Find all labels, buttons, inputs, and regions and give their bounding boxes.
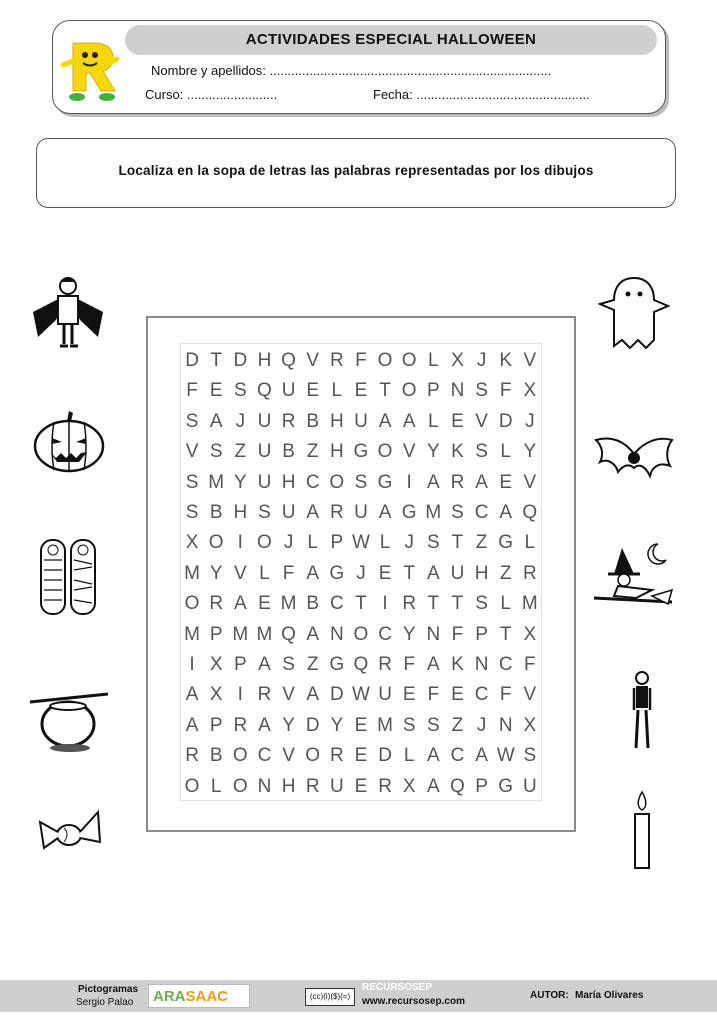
grid-letter[interactable]: D: [233, 350, 248, 371]
grid-letter[interactable]: T: [499, 623, 512, 645]
grid-letter[interactable]: V: [233, 562, 247, 584]
grid-letter[interactable]: I: [382, 593, 388, 615]
grid-letter[interactable]: R: [257, 684, 272, 706]
grid-letter[interactable]: V: [282, 684, 295, 706]
grid-letter[interactable]: M: [232, 623, 249, 645]
arasaac-logo[interactable]: [148, 984, 250, 1008]
grid-letter[interactable]: E: [354, 380, 368, 402]
grid-letter[interactable]: N: [450, 380, 465, 402]
grid-letter[interactable]: L: [428, 350, 439, 371]
grid-letter[interactable]: Y: [209, 562, 223, 584]
grid-letter[interactable]: M: [521, 593, 538, 615]
grid-letter[interactable]: V: [523, 684, 537, 706]
pictograms-author: Sergio Palao: [76, 997, 134, 1008]
grid-letter[interactable]: M: [208, 471, 225, 493]
grid-letter[interactable]: F: [499, 684, 512, 706]
grid-letter[interactable]: A: [426, 471, 440, 493]
grid-letter[interactable]: V: [402, 441, 416, 463]
grid-letter[interactable]: X: [451, 350, 464, 371]
grid-letter[interactable]: J: [476, 714, 487, 736]
grid-letter[interactable]: L: [379, 532, 391, 554]
grid-letter[interactable]: S: [233, 380, 247, 402]
grid-letter[interactable]: V: [306, 350, 320, 371]
grid-letter[interactable]: D: [329, 684, 344, 706]
grid-letter[interactable]: L: [403, 745, 415, 767]
grid-letter[interactable]: A: [378, 410, 392, 432]
r-mascot-logo: [59, 35, 121, 105]
grid-letter[interactable]: A: [426, 775, 440, 797]
grid-letter[interactable]: J: [235, 410, 246, 432]
grid-letter[interactable]: E: [451, 410, 464, 432]
grid-letter[interactable]: F: [451, 623, 464, 645]
grid-letter[interactable]: X: [523, 380, 537, 402]
grid-letter[interactable]: C: [474, 502, 489, 523]
grid-letter[interactable]: Z: [306, 654, 319, 675]
grid-letter[interactable]: X: [209, 654, 223, 675]
grid-row: [180, 680, 542, 710]
grid-letter[interactable]: M: [280, 593, 297, 615]
grid-letter[interactable]: E: [354, 714, 368, 736]
witch-icon: [592, 540, 674, 616]
grid-letter[interactable]: Z: [306, 441, 319, 463]
grid-letter[interactable]: W: [351, 532, 370, 554]
grid-letter[interactable]: A: [426, 562, 440, 584]
grid-row: [180, 376, 542, 406]
cauldron-icon: [28, 688, 110, 754]
grid-letter[interactable]: Y: [330, 714, 344, 736]
grid-letter[interactable]: H: [233, 502, 248, 523]
instructions-box: [36, 138, 676, 208]
grid-letter[interactable]: J: [356, 562, 366, 584]
grid-letter[interactable]: C: [450, 745, 465, 767]
grid-letter[interactable]: V: [282, 745, 295, 767]
grid-row: [180, 589, 542, 619]
grid-letter[interactable]: X: [209, 684, 223, 706]
grid-letter[interactable]: B: [306, 593, 320, 615]
grid-letter[interactable]: P: [426, 380, 440, 402]
grid-letter[interactable]: U: [354, 410, 368, 432]
grid-letter[interactable]: Y: [523, 441, 537, 463]
grid-letter[interactable]: O: [257, 532, 272, 554]
grid-letter[interactable]: W: [496, 745, 515, 767]
grid-letter[interactable]: O: [184, 593, 200, 615]
grid-letter[interactable]: A: [258, 714, 271, 736]
grid-letter[interactable]: U: [378, 684, 392, 706]
grid-letter[interactable]: S: [402, 714, 416, 736]
grid-letter[interactable]: M: [256, 623, 273, 645]
grid-letter[interactable]: R: [378, 654, 392, 675]
grid-letter[interactable]: F: [427, 684, 440, 706]
grid-letter[interactable]: I: [237, 532, 243, 554]
site-url[interactable]: www.recursosep.com: [362, 996, 465, 1007]
grid-letter[interactable]: K: [451, 441, 464, 463]
grid-letter[interactable]: G: [353, 441, 369, 463]
name-field[interactable]: Nombre y apellidos: ..............................................................................: [151, 63, 552, 78]
grid-letter[interactable]: O: [184, 775, 200, 797]
grid-letter[interactable]: E: [354, 745, 368, 767]
grid-letter[interactable]: L: [500, 441, 511, 463]
grid-letter[interactable]: A: [185, 714, 199, 736]
grid-letter[interactable]: A: [306, 684, 320, 706]
grid-letter[interactable]: U: [329, 775, 344, 797]
grid-row: [180, 559, 542, 589]
grid-letter[interactable]: T: [427, 593, 440, 615]
grid-letter[interactable]: E: [354, 775, 368, 797]
grid-letter[interactable]: R: [522, 562, 537, 584]
grid-letter[interactable]: P: [475, 775, 488, 797]
grid-letter[interactable]: Q: [281, 623, 296, 645]
grid-letter[interactable]: Z: [475, 532, 488, 554]
grid-letter[interactable]: A: [233, 593, 247, 615]
grid-letter[interactable]: H: [257, 350, 272, 371]
grid-letter[interactable]: A: [306, 623, 320, 645]
grid-letter[interactable]: Z: [234, 441, 247, 463]
grid-letter[interactable]: R: [329, 350, 344, 371]
candle-icon: [630, 790, 654, 870]
grid-letter[interactable]: C: [329, 593, 344, 615]
grid-letter[interactable]: S: [523, 745, 537, 767]
grid-letter[interactable]: M: [184, 562, 200, 584]
grid-letter[interactable]: I: [237, 684, 243, 706]
grid-letter[interactable]: A: [475, 745, 488, 767]
instructions-text: Localiza en la sopa de letras las palabras representadas por los dibujos: [118, 163, 594, 178]
grid-letter[interactable]: K: [499, 350, 513, 371]
grid-letter[interactable]: J: [283, 532, 294, 554]
grid-letter[interactable]: G: [401, 502, 417, 523]
grid-letter[interactable]: A: [475, 471, 488, 493]
grid-letter[interactable]: T: [451, 532, 464, 554]
grid-row: [180, 437, 542, 467]
grid-letter[interactable]: S: [185, 410, 199, 432]
grid-letter[interactable]: G: [498, 532, 514, 554]
grid-letter[interactable]: P: [475, 623, 488, 645]
grid-letter[interactable]: B: [209, 502, 223, 523]
grid-letter[interactable]: X: [402, 775, 416, 797]
grid-letter[interactable]: P: [330, 532, 344, 554]
grid-letter[interactable]: O: [305, 745, 321, 767]
grid-letter[interactable]: E: [258, 593, 271, 615]
grid-letter[interactable]: R: [329, 502, 344, 523]
grid-letter[interactable]: Z: [451, 714, 464, 736]
grid-letter[interactable]: Q: [522, 502, 538, 523]
grid-letter[interactable]: O: [401, 380, 417, 402]
header-card: [52, 20, 666, 114]
grid-letter[interactable]: O: [329, 471, 345, 493]
grid-letter[interactable]: X: [185, 532, 199, 554]
grid-letter[interactable]: T: [403, 562, 415, 584]
grid-letter[interactable]: J: [525, 410, 535, 432]
grid-letter[interactable]: F: [499, 380, 512, 402]
grid-letter[interactable]: U: [354, 502, 368, 523]
grid-letter[interactable]: V: [523, 471, 537, 493]
grid-letter[interactable]: O: [377, 441, 393, 463]
grid-letter[interactable]: O: [208, 532, 224, 554]
grid-letter[interactable]: G: [329, 654, 345, 675]
grid-row: [180, 407, 542, 437]
grid-letter[interactable]: U: [257, 441, 272, 463]
grid-letter[interactable]: R: [402, 593, 417, 615]
grid-letter[interactable]: A: [378, 502, 392, 523]
grid-letter[interactable]: S: [426, 532, 440, 554]
grid-row: [180, 528, 542, 558]
arasaac-text-2: SAAC: [185, 988, 229, 1005]
grid-letter[interactable]: O: [232, 745, 248, 767]
grid-letter[interactable]: S: [475, 441, 488, 463]
grid-letter[interactable]: R: [450, 471, 465, 493]
vampire-icon: [28, 272, 108, 352]
grid-letter[interactable]: A: [185, 684, 199, 706]
grid-letter[interactable]: Q: [257, 380, 272, 402]
arasaac-text-1: ARA: [153, 988, 186, 1005]
grid-letter[interactable]: H: [281, 775, 296, 797]
grid-letter[interactable]: S: [282, 654, 295, 675]
grid-letter[interactable]: C: [257, 745, 272, 767]
grid-letter[interactable]: A: [306, 562, 320, 584]
grid-letter[interactable]: J: [476, 350, 487, 371]
grid-letter[interactable]: Y: [233, 471, 247, 493]
grid-letter[interactable]: T: [210, 350, 222, 371]
grid-letter[interactable]: F: [403, 654, 415, 675]
grid-letter[interactable]: S: [258, 502, 271, 523]
grid-letter[interactable]: I: [406, 471, 412, 493]
grid-letter[interactable]: Y: [402, 623, 416, 645]
grid-letter[interactable]: G: [498, 775, 514, 797]
grid-row: [180, 346, 542, 376]
grid-letter[interactable]: Q: [281, 350, 296, 371]
grid-letter[interactable]: Z: [499, 562, 512, 584]
grid-letter[interactable]: R: [209, 593, 224, 615]
grid-letter[interactable]: N: [426, 623, 441, 645]
grid-letter[interactable]: D: [305, 714, 320, 736]
grid-row: [180, 772, 542, 802]
grid-letter[interactable]: F: [186, 380, 198, 402]
grid-letter[interactable]: O: [232, 775, 248, 797]
skeleton-icon: [630, 670, 654, 754]
grid-row: [180, 620, 542, 650]
grid-letter[interactable]: Y: [426, 441, 440, 463]
grid-letter[interactable]: P: [209, 623, 223, 645]
grid-letter[interactable]: B: [209, 745, 223, 767]
grid-letter[interactable]: R: [185, 745, 199, 767]
grid-letter[interactable]: M: [425, 502, 442, 523]
grid-letter[interactable]: S: [451, 502, 464, 523]
grid-letter[interactable]: O: [353, 623, 369, 645]
grid-letter[interactable]: T: [355, 593, 367, 615]
grid-letter[interactable]: C: [378, 623, 392, 645]
grid-letter[interactable]: K: [451, 654, 464, 675]
grid-letter[interactable]: L: [524, 532, 536, 554]
grid-letter[interactable]: L: [331, 380, 343, 402]
grid-letter[interactable]: A: [258, 654, 271, 675]
grid-letter[interactable]: N: [257, 775, 272, 797]
grid-letter[interactable]: J: [404, 532, 414, 554]
grid-letter[interactable]: E: [306, 380, 320, 402]
bat-icon: [594, 432, 674, 484]
mummy-icon: [38, 536, 98, 618]
grid-letter[interactable]: G: [377, 471, 393, 493]
grid-letter[interactable]: R: [329, 745, 344, 767]
grid-letter[interactable]: E: [451, 684, 464, 706]
grid-letter[interactable]: L: [428, 410, 439, 432]
grid-letter[interactable]: R: [378, 775, 392, 797]
grid-letter[interactable]: C: [305, 471, 320, 493]
pictograms-label: Pictogramas: [78, 984, 139, 995]
grid-letter[interactable]: T: [451, 593, 464, 615]
grid-letter[interactable]: D: [185, 350, 199, 371]
grid-letter[interactable]: S: [209, 441, 223, 463]
grid-letter[interactable]: B: [306, 410, 320, 432]
grid-letter[interactable]: N: [329, 623, 344, 645]
grid-letter[interactable]: O: [377, 350, 393, 371]
grid-letter[interactable]: X: [523, 623, 537, 645]
grid-letter[interactable]: E: [378, 562, 392, 584]
grid-letter[interactable]: L: [210, 775, 222, 797]
grid-letter[interactable]: L: [259, 562, 270, 584]
date-field[interactable]: Fecha: ................................................: [373, 87, 590, 102]
grid-letter[interactable]: S: [185, 502, 199, 523]
grid-letter[interactable]: V: [185, 441, 199, 463]
grid-letter[interactable]: U: [257, 410, 272, 432]
grid-letter[interactable]: P: [209, 714, 223, 736]
grid-letter[interactable]: A: [306, 502, 320, 523]
grid-letter[interactable]: U: [522, 775, 537, 797]
grid-letter[interactable]: N: [498, 714, 513, 736]
grid-letter[interactable]: F: [524, 654, 536, 675]
author-name: María Olivares: [575, 990, 644, 1001]
grid-letter[interactable]: C: [498, 654, 513, 675]
grid-letter[interactable]: D: [498, 410, 513, 432]
grid-letter[interactable]: V: [475, 410, 488, 432]
grid-letter[interactable]: Q: [450, 775, 465, 797]
grid-letter[interactable]: S: [475, 380, 488, 402]
grid-letter[interactable]: S: [426, 714, 440, 736]
grid-row: [180, 468, 542, 498]
grid-letter[interactable]: L: [500, 593, 511, 615]
grid-letter[interactable]: S: [475, 593, 488, 615]
grid-letter[interactable]: A: [426, 745, 440, 767]
grid-letter[interactable]: O: [401, 350, 417, 371]
footer-bar: [0, 980, 717, 1012]
grid-letter[interactable]: Q: [353, 654, 369, 675]
grid-letter[interactable]: Y: [282, 714, 295, 736]
grid-letter[interactable]: N: [474, 654, 489, 675]
site-name: RECURSOSEP: [362, 982, 433, 993]
grid-letter[interactable]: E: [499, 471, 513, 493]
grid-letter[interactable]: X: [523, 714, 537, 736]
grid-row: [180, 711, 542, 741]
grid-letter[interactable]: H: [474, 562, 489, 584]
grid-letter[interactable]: H: [329, 441, 344, 463]
course-field[interactable]: Curso: .........................: [145, 87, 278, 102]
grid-letter[interactable]: M: [184, 623, 200, 645]
grid-letter[interactable]: A: [209, 410, 223, 432]
grid-letter[interactable]: H: [281, 471, 296, 493]
grid-letter[interactable]: S: [354, 471, 368, 493]
grid-letter[interactable]: B: [282, 441, 295, 463]
grid-letter[interactable]: U: [257, 471, 272, 493]
ghost-icon: [598, 274, 670, 352]
grid-letter[interactable]: A: [499, 502, 513, 523]
grid-row: [180, 650, 542, 680]
grid-letter[interactable]: R: [233, 714, 248, 736]
grid-letter[interactable]: P: [233, 654, 247, 675]
grid-letter[interactable]: E: [209, 380, 223, 402]
grid-letter[interactable]: R: [281, 410, 296, 432]
grid-letter[interactable]: D: [378, 745, 392, 767]
grid-letter[interactable]: R: [305, 775, 320, 797]
grid-letter[interactable]: E: [402, 684, 416, 706]
grid-row: [180, 741, 542, 771]
grid-letter[interactable]: H: [329, 410, 344, 432]
grid-letter[interactable]: S: [185, 471, 199, 493]
grid-letter[interactable]: A: [426, 654, 440, 675]
pumpkin-icon: [32, 408, 106, 474]
grid-letter[interactable]: L: [307, 532, 318, 554]
grid-letter[interactable]: G: [329, 562, 345, 584]
grid-letter[interactable]: U: [450, 562, 465, 584]
grid-letter[interactable]: U: [281, 380, 296, 402]
grid-row: [180, 498, 542, 528]
grid-letter[interactable]: T: [379, 380, 391, 402]
page-title: ACTIVIDADES ESPECIAL HALLOWEEN: [125, 25, 657, 55]
candy-icon: [36, 808, 102, 860]
grid-letter[interactable]: I: [189, 654, 195, 675]
grid-letter[interactable]: W: [351, 684, 370, 706]
grid-letter[interactable]: M: [377, 714, 393, 736]
grid-letter[interactable]: F: [282, 562, 295, 584]
creative-commons-badge: (cc)(i)($)(=): [305, 988, 355, 1006]
author-label: AUTOR:: [530, 990, 569, 1001]
grid-letter[interactable]: F: [355, 350, 367, 371]
grid-letter[interactable]: U: [281, 502, 296, 523]
grid-letter[interactable]: A: [402, 410, 416, 432]
grid-letter[interactable]: C: [474, 684, 489, 706]
grid-letter[interactable]: V: [523, 350, 537, 371]
